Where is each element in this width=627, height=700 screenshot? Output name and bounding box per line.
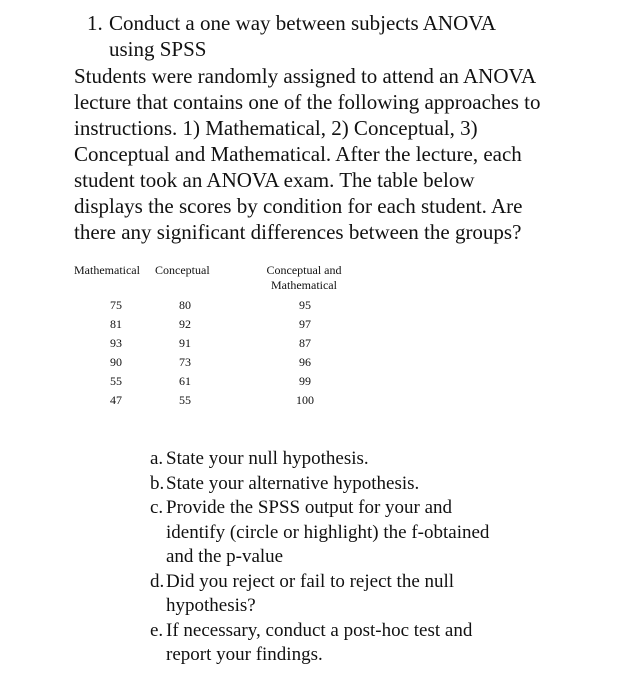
sub-question-e bbox=[150, 619, 560, 668]
sub-question-text: and the p-value bbox=[166, 546, 284, 567]
intro-line: instructions. 1) Mathematical, 2) Conceptual, 3) bbox=[74, 116, 478, 140]
header-conceptual-and-mathematical bbox=[255, 263, 353, 293]
sub-question-letter: c. bbox=[150, 497, 164, 518]
table-cell: 97 bbox=[299, 317, 311, 331]
column-mathematical bbox=[101, 296, 131, 410]
table-cell: 73 bbox=[179, 355, 191, 369]
table-cell: 80 bbox=[179, 298, 191, 312]
sub-question-a bbox=[150, 447, 560, 472]
intro-line: there any significant differences between the groups? bbox=[74, 220, 522, 244]
table-cell: 55 bbox=[110, 374, 122, 388]
intro-line: student took an ANOVA exam. The table below bbox=[74, 168, 475, 192]
table-cell: 61 bbox=[179, 374, 191, 388]
sub-question-text: State your null hypothesis. bbox=[166, 448, 369, 469]
sub-question-text: Provide the SPSS output for your and bbox=[166, 497, 453, 518]
table-cell: 47 bbox=[110, 393, 122, 407]
table-cell: 91 bbox=[179, 336, 191, 350]
question-title-line-1: Conduct a one way between subjects ANOVA bbox=[109, 11, 496, 35]
question-number: 1. bbox=[87, 11, 103, 35]
table-cell: 87 bbox=[299, 336, 311, 350]
sub-question-text: Did you reject or fail to reject the null bbox=[166, 570, 455, 592]
sub-question-letter: e. bbox=[150, 619, 164, 641]
table-cell: 95 bbox=[299, 298, 311, 312]
table-cell: 93 bbox=[110, 336, 122, 350]
sub-question-letter: a. bbox=[150, 448, 164, 469]
column-conceptual bbox=[170, 296, 200, 410]
intro-line: Conceptual and Mathematical. After the lecture, each bbox=[74, 142, 522, 166]
sub-question-text: report your findings. bbox=[166, 644, 323, 665]
sub-question-b bbox=[150, 472, 560, 497]
question-intro bbox=[74, 63, 584, 245]
sub-question-text: State your alternative hypothesis. bbox=[166, 472, 420, 494]
sub-question-letter: d. bbox=[150, 570, 165, 592]
sub-question-text: If necessary, conduct a post-hoc test and bbox=[166, 619, 473, 641]
header-cm-line-2: Mathematical bbox=[271, 278, 337, 292]
sub-question-c bbox=[150, 496, 560, 570]
sub-question-d bbox=[150, 570, 560, 619]
sub-question-letter: b. bbox=[150, 472, 165, 494]
sub-question-list bbox=[150, 447, 560, 668]
header-mathematical: Mathematical bbox=[74, 263, 140, 277]
sub-question-text: identify (circle or highlight) the f-obtained bbox=[166, 521, 490, 543]
intro-line: Students were randomly assigned to attend an ANOVA bbox=[74, 64, 537, 88]
table-cell: 96 bbox=[299, 355, 311, 369]
question-heading bbox=[87, 10, 607, 62]
table-cell: 100 bbox=[296, 393, 314, 407]
intro-line: displays the scores by condition for each student. Are bbox=[74, 194, 523, 218]
table-cell: 92 bbox=[179, 317, 191, 331]
question-title-line-2: using SPSS bbox=[109, 37, 207, 61]
table-cell: 75 bbox=[110, 298, 122, 312]
intro-line: lecture that contains one of the following approaches to bbox=[74, 90, 541, 114]
column-conceptual-and-mathematical bbox=[290, 296, 320, 410]
table-cell: 55 bbox=[179, 393, 191, 407]
sub-question-text: hypothesis? bbox=[166, 595, 256, 616]
header-conceptual: Conceptual bbox=[155, 263, 210, 277]
table-cell: 81 bbox=[110, 317, 122, 331]
header-cm-line-1: Conceptual and bbox=[266, 263, 342, 277]
table-cell: 90 bbox=[110, 355, 122, 369]
table-cell: 99 bbox=[299, 374, 311, 388]
